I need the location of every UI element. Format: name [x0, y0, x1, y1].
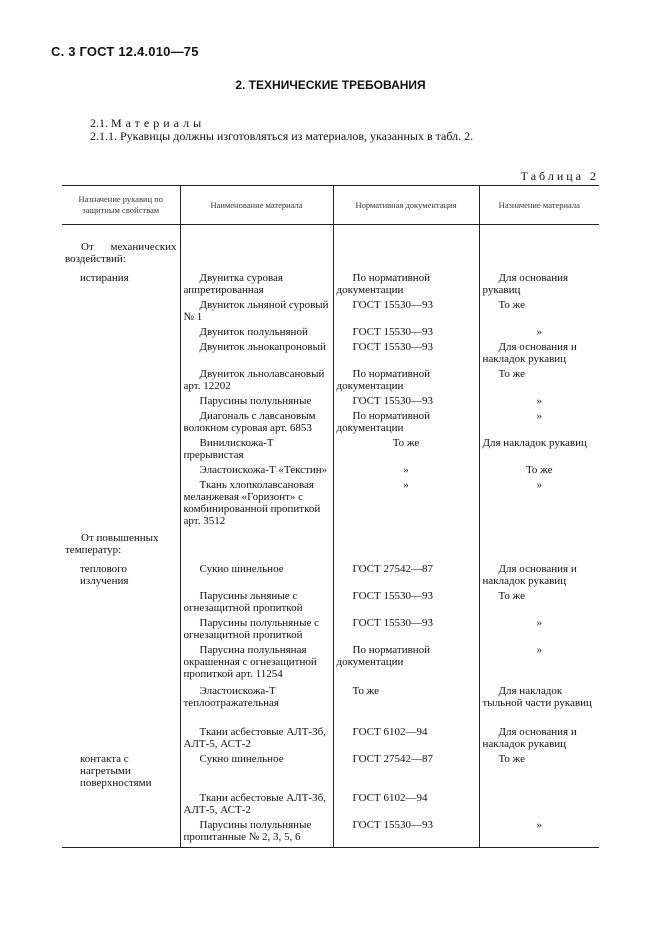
cell-purpose	[62, 616, 180, 643]
cell-material: Парусины полульняные с огнезащитной пропиткой	[180, 616, 333, 643]
cell-use: То же	[479, 752, 599, 791]
header-purpose: Назначение рукавиц по защитным свойствам	[62, 186, 180, 225]
cell-purpose	[62, 478, 180, 531]
cell-use: То же	[479, 298, 599, 325]
cell-doc: ГОСТ 15530—93	[333, 340, 479, 367]
cell-material: Парусины льняные с огнезащитной пропиткой	[180, 589, 333, 616]
cell-use: То же	[479, 589, 599, 616]
materials-table	[62, 185, 599, 848]
cell-doc: ГОСТ 15530—93	[333, 616, 479, 643]
cell-doc: ГОСТ 6102—94	[333, 725, 479, 752]
table-row	[62, 616, 599, 643]
table-row	[62, 752, 599, 791]
cell-doc: ГОСТ 15530—93	[333, 818, 479, 848]
cell-doc: ГОСТ 27542—87	[333, 562, 479, 589]
cell-purpose: контакта с нагретыми поверхностями	[80, 753, 152, 789]
paragraph-2-1-text: Материалы	[111, 116, 206, 130]
cell-purpose	[62, 436, 180, 463]
table-row	[62, 394, 599, 409]
cell-material: Парусины полульняные	[180, 394, 333, 409]
table-header-row	[62, 186, 599, 225]
cell-purpose	[62, 298, 180, 325]
cell-material: Винилискожа-Т прерывистая	[180, 436, 333, 463]
cell-doc: ГОСТ 6102—94	[333, 791, 479, 818]
table-row	[62, 725, 599, 752]
header-material: Наименование материала	[180, 186, 333, 225]
cell-material	[180, 240, 333, 271]
cell-purpose	[62, 589, 180, 616]
cell-purpose: От механических воздействий:	[65, 241, 177, 265]
cell-material: Диагональ с лавсановым волокном суровая арт. 6853	[180, 409, 333, 436]
table-row	[62, 478, 599, 531]
cell-use: Для основания и накладок рукавиц	[479, 725, 599, 752]
cell-doc: По нормативной документации	[333, 271, 479, 298]
cell-doc: ГОСТ 15530—93	[333, 394, 479, 409]
cell-purpose	[62, 818, 180, 848]
cell-material: Эластоискожа-Т теплоотражательная	[180, 684, 333, 725]
paragraph-2-1-1: 2.1.1. Рукавицы должны изготовляться из материалов, указанных в табл. 2.	[90, 129, 474, 143]
cell-use: »	[479, 616, 599, 643]
header-documentation: Нормативная документация	[333, 186, 479, 225]
cell-material: Двуниток полульняной	[180, 325, 333, 340]
table-row	[62, 818, 599, 848]
page-header: С. 3 ГОСТ 12.4.010—75	[51, 44, 199, 59]
cell-doc: ГОСТ 15530—93	[333, 325, 479, 340]
cell-use: Для накладок тыльной части рукавиц	[479, 684, 599, 725]
cell-purpose	[62, 463, 180, 478]
cell-purpose: От повышенных температур:	[65, 532, 159, 556]
cell-use: »	[479, 643, 599, 684]
table-row	[62, 463, 599, 478]
cell-doc	[333, 240, 479, 271]
cell-purpose	[62, 725, 180, 752]
cell-material: Сукно шинельное	[180, 752, 333, 791]
cell-doc: По нормативной документации	[333, 367, 479, 394]
table-row	[62, 791, 599, 818]
table-row	[62, 684, 599, 725]
cell-purpose: теплового излучения	[80, 563, 129, 587]
table-row	[62, 531, 599, 562]
cell-purpose	[62, 394, 180, 409]
cell-use	[479, 240, 599, 271]
cell-purpose	[62, 367, 180, 394]
cell-material: Эластоискожа-Т «Текстин»	[180, 463, 333, 478]
cell-doc: ГОСТ 15530—93	[333, 298, 479, 325]
table-row	[62, 409, 599, 436]
cell-use: Для основания рукавиц	[479, 271, 599, 298]
cell-use	[479, 791, 599, 818]
cell-use: »	[479, 409, 599, 436]
cell-doc: ГОСТ 27542—87	[333, 752, 479, 791]
cell-purpose	[62, 325, 180, 340]
cell-doc: По нормативной документации	[333, 643, 479, 684]
cell-material: Двуниток льнолавсановый арт. 12202	[180, 367, 333, 394]
cell-material: Сукно шинельное	[180, 562, 333, 589]
cell-purpose	[62, 643, 180, 684]
table-row	[62, 589, 599, 616]
cell-use: »	[479, 325, 599, 340]
cell-material: Двуниток льняной суровый № 1	[180, 298, 333, 325]
cell-material: Парусина полульняная окрашенная с огнезащитной пропиткой арт. 11254	[180, 643, 333, 684]
table-row	[62, 325, 599, 340]
table-row	[62, 240, 599, 271]
cell-doc: По нормативной документации	[333, 409, 479, 436]
cell-use: »	[479, 818, 599, 848]
table-row	[62, 340, 599, 367]
table-row	[62, 643, 599, 684]
cell-use: Для накладок рукавиц	[479, 436, 599, 463]
cell-material: Парусины полульняные пропитанные № 2, 3, 5, 6	[180, 818, 333, 848]
cell-material: Двуниток льнокапроновый	[180, 340, 333, 367]
cell-material	[180, 531, 333, 562]
cell-material: Ткани асбестовые АЛТ-3б, АЛТ-5, АСТ-2	[180, 791, 333, 818]
table-caption: Таблица 2	[520, 169, 599, 183]
cell-use: То же	[479, 463, 599, 478]
cell-use: То же	[479, 367, 599, 394]
table-row	[62, 436, 599, 463]
cell-doc: »	[333, 463, 479, 478]
table-row	[62, 367, 599, 394]
table-spacer-row	[62, 225, 599, 241]
table-row	[62, 271, 599, 298]
cell-doc: То же	[333, 436, 479, 463]
cell-material: Ткани асбестовые АЛТ-3б, АЛТ-5, АСТ-2	[180, 725, 333, 752]
header-use: Назначение материала	[479, 186, 599, 225]
cell-use: Для основания и накладок рукавиц	[479, 340, 599, 367]
cell-purpose	[62, 684, 180, 725]
cell-material: Двунитка суровая аппретированная	[180, 271, 333, 298]
section-title: 2. ТЕХНИЧЕСКИЕ ТРЕБОВАНИЯ	[235, 78, 426, 92]
cell-use: »	[479, 394, 599, 409]
cell-purpose	[62, 791, 180, 818]
paragraph-2-1-number: 2.1.	[90, 116, 108, 130]
cell-purpose: истирания	[80, 272, 129, 284]
cell-doc	[333, 531, 479, 562]
cell-doc: То же	[333, 684, 479, 725]
cell-material: Ткань хлопколавсановая меланжевая «Горизонт» с комбинированной пропиткой арт. 3512	[180, 478, 333, 531]
table-row	[62, 298, 599, 325]
cell-doc: »	[333, 478, 479, 531]
cell-purpose	[62, 409, 180, 436]
cell-doc: ГОСТ 15530—93	[333, 589, 479, 616]
cell-use: Для основания и накладок рукавиц	[479, 562, 599, 589]
cell-purpose	[62, 340, 180, 367]
table-row	[62, 562, 599, 589]
cell-use: »	[479, 478, 599, 531]
cell-use	[479, 531, 599, 562]
